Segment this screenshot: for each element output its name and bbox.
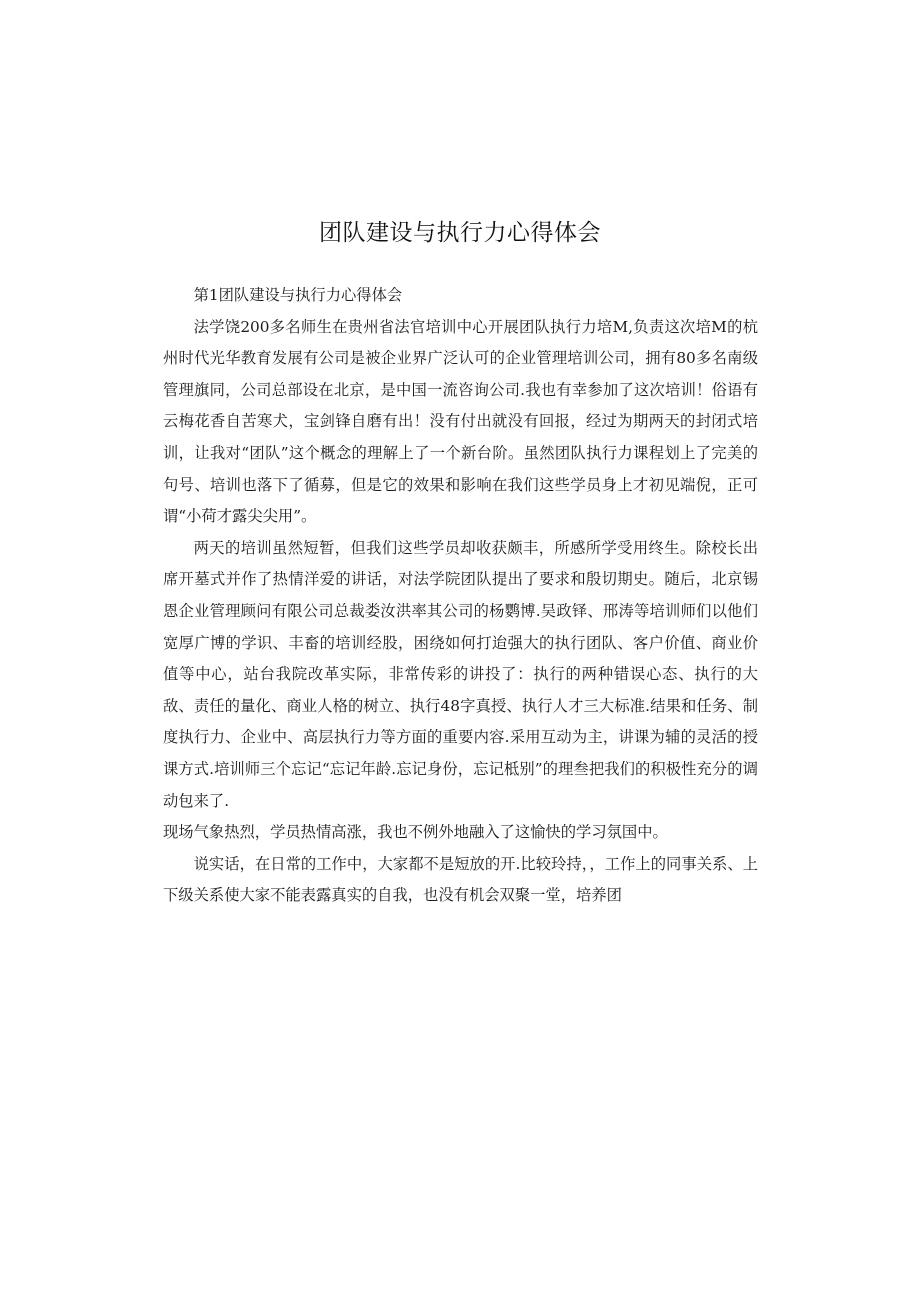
paragraph-daily-work: 说实话，在日常的工作中，大家都不是短放的开.比较玲持，，工作上的同事关系、上下级关系使大家不能表露真实的自我，也没有机会双聚一堂，培养团 (163, 854, 758, 905)
paragraph-atmosphere: 现场气象热烈，学员热情高涨，我也不例外地融入了这愉快的学习氛国中。 (163, 823, 668, 842)
document-subtitle: 第1团队建设与执行力心得体会 (193, 286, 403, 304)
paragraph-intro: 法学饶200多名师生在贵州省法官培训中心开展团队执行力培M,负责这次培M的杭州时代光华教育发展有公司是被企业界广泛认可的企业管理培训公司，拥有80多名南级管理旗同，公司总部设在北京，是中国一流咨询公司.我也有幸参加了这次培训！俗语有云梅花香自苦寒犬，宝剑锋自磨有出！没有付出就没有回报，经过为期两天的封闭式培训，让我对“团队”这个概念的理解上了一个新台阶。虽然团队执行力课程划上了完美的句号、培训也落下了循募，但是它的效果和影响在我们这些学员身上才初见端倪，正可谓“小荷才露尖尖用”。 (163, 317, 758, 526)
document-body (163, 280, 758, 912)
document-title: 团队建设与执行力心得体会 (319, 220, 601, 246)
paragraph-training: 两天的培训虽然短暂，但我们这些学员却收获颇丰，所感所学受用终生。除校长出席开墓式并作了热情洋爱的讲话，对法学院团队提出了要求和殷切期史。随后，北京锡恩企业管理顾问有限公司总裁娄汝洪率其公司的杨鹦博.吴政铎、邢涛等培训师们以他们宽厚广博的学识、丰畜的培训经股，困绕如何打迨强大的执行团队、客户价值、商业价值等中心，站台我院改革实际，非常传彩的讲投了：执行的两种错误心态、执行的大敌、责任的量化、商业人格的树立、执行48字真授、执行人才三大标准.结果和任务、制度执行力、企业中、高层执行力等方面的重要内容.采用互动为主，讲课为辅的灵活的授课方式.培训师三个忘记“忘记年龄.忘记身份，忘记柢别”的理叁把我们的积极性充分的调动包来了. (163, 538, 758, 810)
